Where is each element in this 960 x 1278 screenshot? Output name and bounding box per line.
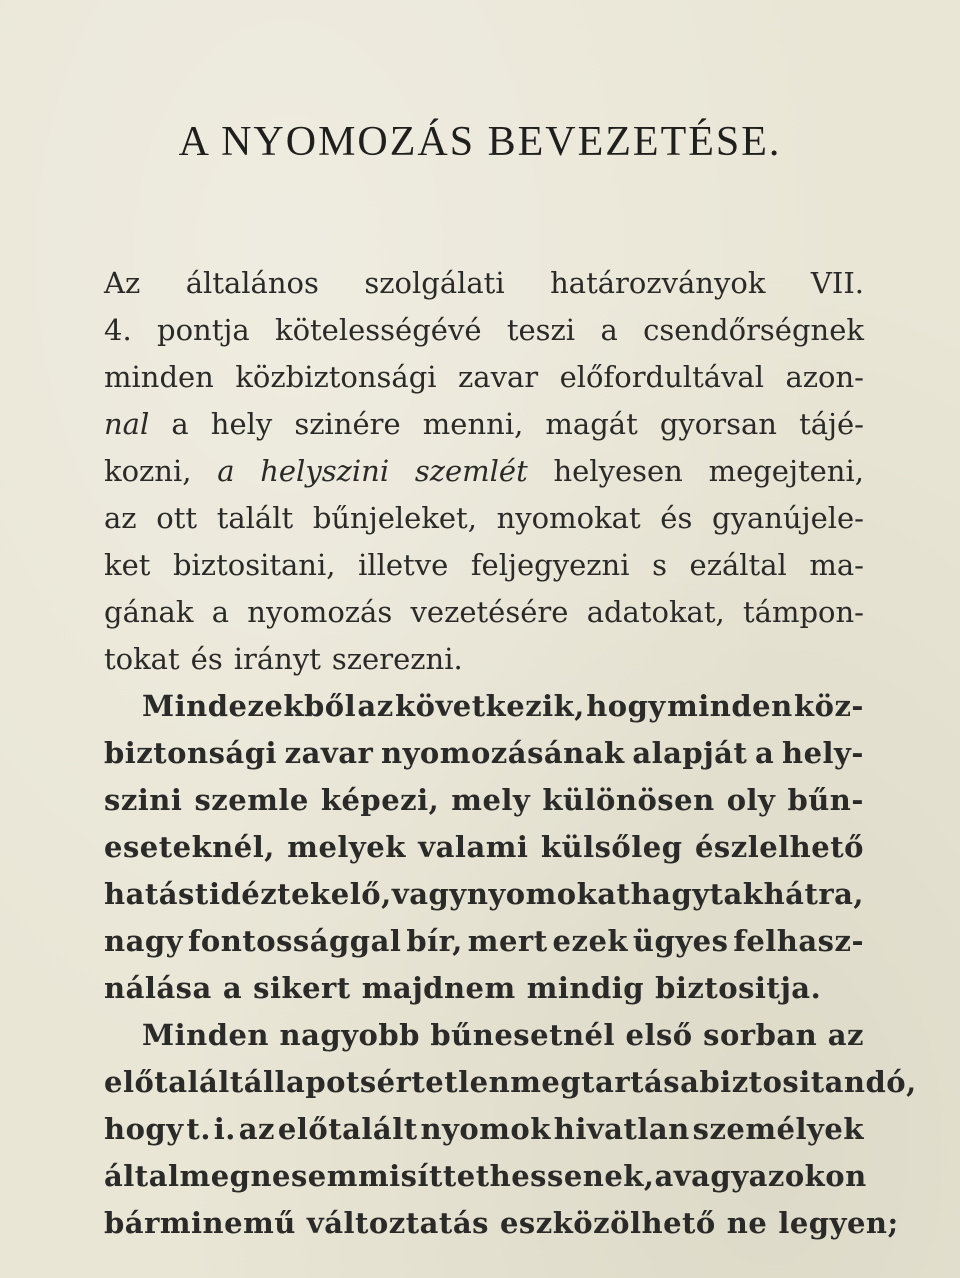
word: felhasz-: [733, 924, 864, 958]
word: tokat: [104, 642, 180, 676]
text-line: [104, 260, 864, 307]
word: sorban: [703, 1018, 818, 1052]
word: különösen: [542, 783, 715, 817]
word: t.: [186, 1112, 211, 1146]
word: szolgálati: [364, 266, 505, 300]
word: eseteknél,: [104, 830, 275, 864]
word: és: [660, 501, 693, 535]
word: előfordultával: [559, 360, 764, 394]
word: állapot: [243, 1065, 360, 1099]
word: nyomozásának: [381, 736, 625, 770]
word: közbiztonsági: [235, 360, 437, 394]
word: előtalált: [104, 1065, 244, 1099]
word: hely: [210, 407, 273, 441]
word: mely: [451, 783, 531, 817]
word: sértetlen: [359, 1065, 511, 1099]
word: támpon-: [743, 595, 864, 629]
word: helyszini: [260, 454, 390, 488]
text-line: [104, 1059, 917, 1106]
word: változtatás: [306, 1206, 489, 1240]
word: szinére: [294, 407, 401, 441]
word: ezek: [552, 924, 628, 958]
text-line: [104, 918, 864, 965]
word: 4.: [104, 313, 132, 347]
word: köz-: [794, 689, 864, 723]
word: hagytak: [630, 877, 764, 911]
word: bárminemű: [104, 1206, 296, 1240]
word: hátra,: [763, 877, 864, 911]
word: azon-: [785, 360, 864, 394]
word: meg: [179, 1159, 251, 1193]
word: mert: [467, 924, 548, 958]
word: valami: [418, 830, 529, 864]
text-line: [104, 1153, 867, 1200]
word: hivatlan: [553, 1112, 690, 1146]
text-line: [104, 965, 864, 1012]
word: bűn-: [787, 783, 864, 817]
text-line: [104, 354, 864, 401]
word: biztositani,: [172, 548, 336, 582]
word: azokon: [748, 1159, 867, 1193]
text-line: [104, 824, 864, 871]
word: eszközölhető: [499, 1206, 716, 1240]
word: és: [190, 642, 223, 676]
word: nálása: [104, 971, 212, 1005]
word: határozványok: [550, 266, 766, 300]
word: szini: [104, 783, 183, 817]
word: vagy: [391, 877, 467, 911]
word: gyorsan: [659, 407, 777, 441]
text-line: [104, 777, 864, 824]
word: feljegyezni: [470, 548, 630, 582]
word: zavar: [458, 360, 539, 394]
word: illetve: [358, 548, 449, 582]
word: hogy: [586, 689, 666, 723]
text-line: [104, 1106, 864, 1153]
word: menni,: [422, 407, 524, 441]
word: alapját: [632, 736, 748, 770]
word: ügyes: [632, 924, 729, 958]
text-line: [104, 448, 864, 495]
word: melyek: [287, 830, 406, 864]
word: a: [222, 971, 243, 1005]
word: szemle: [194, 783, 309, 817]
word: vezetésére: [410, 595, 569, 629]
word: személyek: [692, 1112, 864, 1146]
word: avagy: [654, 1159, 749, 1193]
word: következik,: [395, 689, 585, 723]
word: irányt: [233, 642, 321, 676]
text-line: [104, 542, 864, 589]
word: külsőleg: [540, 830, 683, 864]
word: oly: [726, 783, 776, 817]
word: a: [600, 313, 618, 347]
word: biztonsági: [104, 736, 277, 770]
word: nyomokat: [496, 501, 641, 535]
text-line: [104, 495, 864, 542]
word: hely-: [781, 736, 864, 770]
word: általános: [185, 266, 319, 300]
word: nyomozás: [247, 595, 393, 629]
word: legyen;: [778, 1206, 899, 1240]
word: pontja: [157, 313, 250, 347]
word: a: [171, 407, 189, 441]
word: zavar: [284, 736, 374, 770]
word: majdnem: [361, 971, 516, 1005]
word: ne: [726, 1206, 768, 1240]
text-line: [104, 589, 864, 636]
word: minden: [104, 360, 214, 394]
word: gyanújele-: [712, 501, 864, 535]
word: az: [104, 501, 137, 535]
word: VII.: [810, 266, 864, 300]
word: nagy: [104, 924, 184, 958]
word: mindig: [526, 971, 645, 1005]
word: biztositandó,: [699, 1065, 917, 1099]
word: nyomokat: [466, 877, 631, 911]
word: szerezni.: [331, 642, 463, 676]
word: magát: [545, 407, 638, 441]
word: ne: [250, 1159, 291, 1193]
word: bír,: [406, 924, 463, 958]
word: által: [104, 1159, 180, 1193]
text-line: [104, 871, 864, 918]
word: i.: [213, 1112, 236, 1146]
word: nyomok: [420, 1112, 551, 1146]
word: biztositja.: [655, 971, 822, 1005]
word: elő,: [330, 877, 392, 911]
word: az: [357, 689, 394, 723]
word: bűnjeleket,: [312, 501, 477, 535]
word: ezáltal: [689, 548, 787, 582]
word: képezi,: [320, 783, 440, 817]
word: az: [827, 1018, 864, 1052]
word: hogy: [104, 1112, 184, 1146]
word: Az: [104, 266, 141, 300]
word: nal: [104, 407, 150, 441]
word: tájé-: [799, 407, 864, 441]
word: ma-: [809, 548, 864, 582]
word: első: [625, 1018, 693, 1052]
word: talált: [216, 501, 294, 535]
word: ott: [156, 501, 198, 535]
word: hatást: [104, 877, 209, 911]
text-line: [104, 401, 864, 448]
text-line: [104, 1012, 864, 1059]
word: Mindezekből: [142, 689, 357, 723]
text-line: [104, 730, 864, 777]
word: semmisíttethessenek,: [290, 1159, 655, 1193]
word: a: [217, 454, 235, 488]
word: ket: [104, 548, 151, 582]
word: az: [238, 1112, 276, 1146]
word: megtartása: [510, 1065, 700, 1099]
text-line: [104, 307, 864, 354]
word: minden: [667, 689, 793, 723]
word: sikert: [253, 971, 351, 1005]
word: adatokat,: [586, 595, 725, 629]
word: a: [755, 736, 775, 770]
word: nagyobb: [279, 1018, 420, 1052]
word: előtalált: [277, 1112, 418, 1146]
word: megejteni,: [708, 454, 864, 488]
word: kötelességévé: [275, 313, 482, 347]
text-line: [104, 636, 864, 683]
word: s: [652, 548, 667, 582]
word: helyesen: [553, 454, 683, 488]
text-line: [104, 1200, 899, 1247]
word: csendőrségnek: [643, 313, 864, 347]
page-title: A NYOMOZÁS BEVEZETÉSE.: [178, 119, 782, 165]
word: kozni,: [104, 454, 192, 488]
text-line: [104, 683, 864, 730]
word: fontossággal: [187, 924, 402, 958]
word: gának: [104, 595, 194, 629]
word: szemlét: [414, 454, 528, 488]
word: teszi: [506, 313, 576, 347]
word: idéztek: [208, 877, 331, 911]
word: észlelhető: [694, 830, 864, 864]
word: a: [211, 595, 229, 629]
word: bűnesetnél: [430, 1018, 616, 1052]
body-text: [104, 260, 917, 1247]
word: Minden: [142, 1018, 270, 1052]
